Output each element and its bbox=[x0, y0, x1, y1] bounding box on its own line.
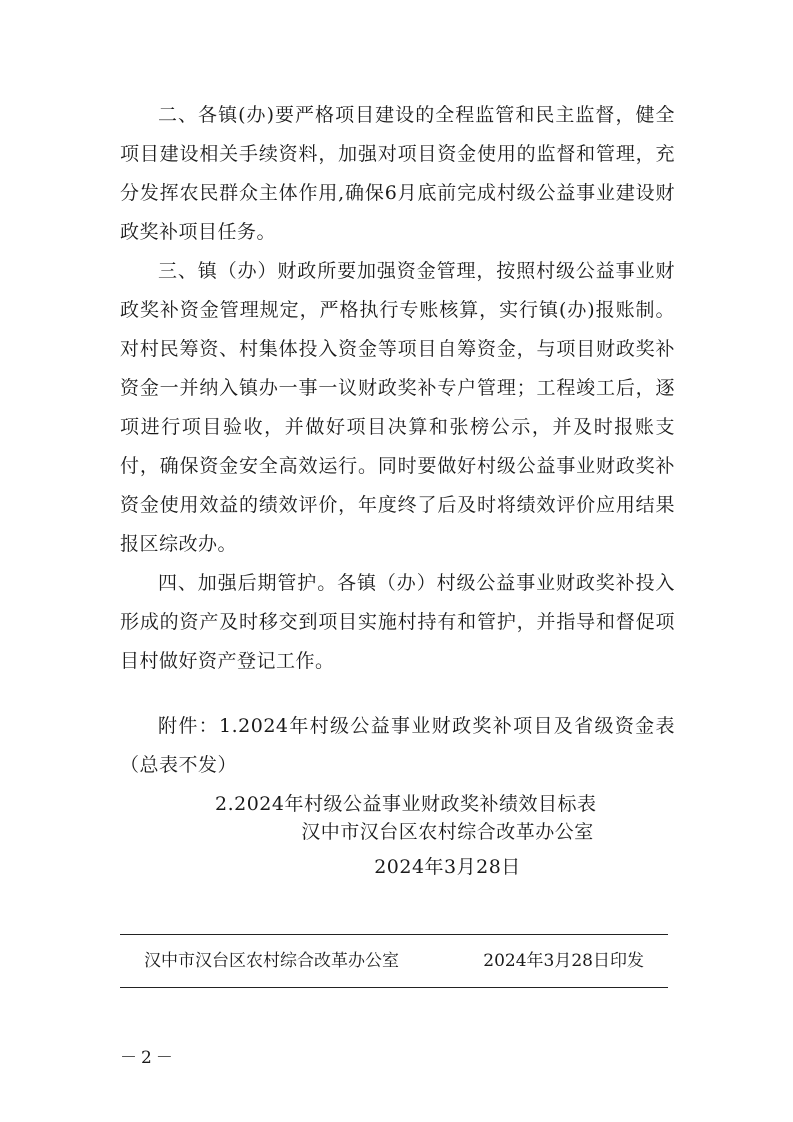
signature-date: 2024年3月28日 bbox=[374, 856, 521, 878]
footer-row bbox=[120, 935, 668, 987]
issuance-footer bbox=[120, 934, 668, 988]
attachment-item-1: 附件：1.2024年村级公益事业财政奖补项目及省级资金表（总表不发） bbox=[120, 715, 675, 776]
footer-issue-date: 2024年3月28日印发 bbox=[483, 951, 644, 971]
attachment-list bbox=[120, 707, 675, 824]
page-number: －2－ bbox=[120, 1048, 177, 1068]
attachment-item-2: 2.2024年村级公益事业财政奖补绩效目标表 bbox=[215, 793, 597, 815]
signature-block bbox=[120, 815, 675, 885]
footer-bottom-rule bbox=[120, 987, 668, 988]
paragraph-fund-management: 三、镇（办）财政所要加强资金管理，按照村级公益事业财政奖补资金管理规定，严格执行专账核算，实行镇(办)报账制。对村民筹资、村集体投入资金等项目自筹资金，与项目财政奖补资金一并纳入镇办一事一议财政奖补专户管理；工程竣工后，逐项进行项目验收，并做好项目决算和张榜公示，并及时报账支付，确保资金安全高效运行。同时要做好村级公益事业财政奖补资金使用效益的绩效评价，年度终了后及时将绩效评价应用结果报区综改办。 bbox=[120, 260, 675, 555]
signature-organization: 汉中市汉台区农村综合改革办公室 bbox=[301, 821, 594, 843]
document-body bbox=[120, 96, 675, 824]
footer-issuer: 汉中市汉台区农村综合改革办公室 bbox=[144, 951, 399, 971]
paragraph-supervision: 二、各镇(办)要严格项目建设的全程监管和民主监督，健全项目建设相关手续资料，加强对项目资金使用的监督和管理，充分发挥农民群众主体作用,确保6月底前完成村级公益事业建设财政奖补项目任务。 bbox=[120, 104, 675, 243]
paragraph-maintenance: 四、加强后期管护。各镇（办）村级公益事业财政奖补投入形成的资产及时移交到项目实施村持有和管护，并指导和督促项目村做好资产登记工作。 bbox=[120, 572, 675, 672]
